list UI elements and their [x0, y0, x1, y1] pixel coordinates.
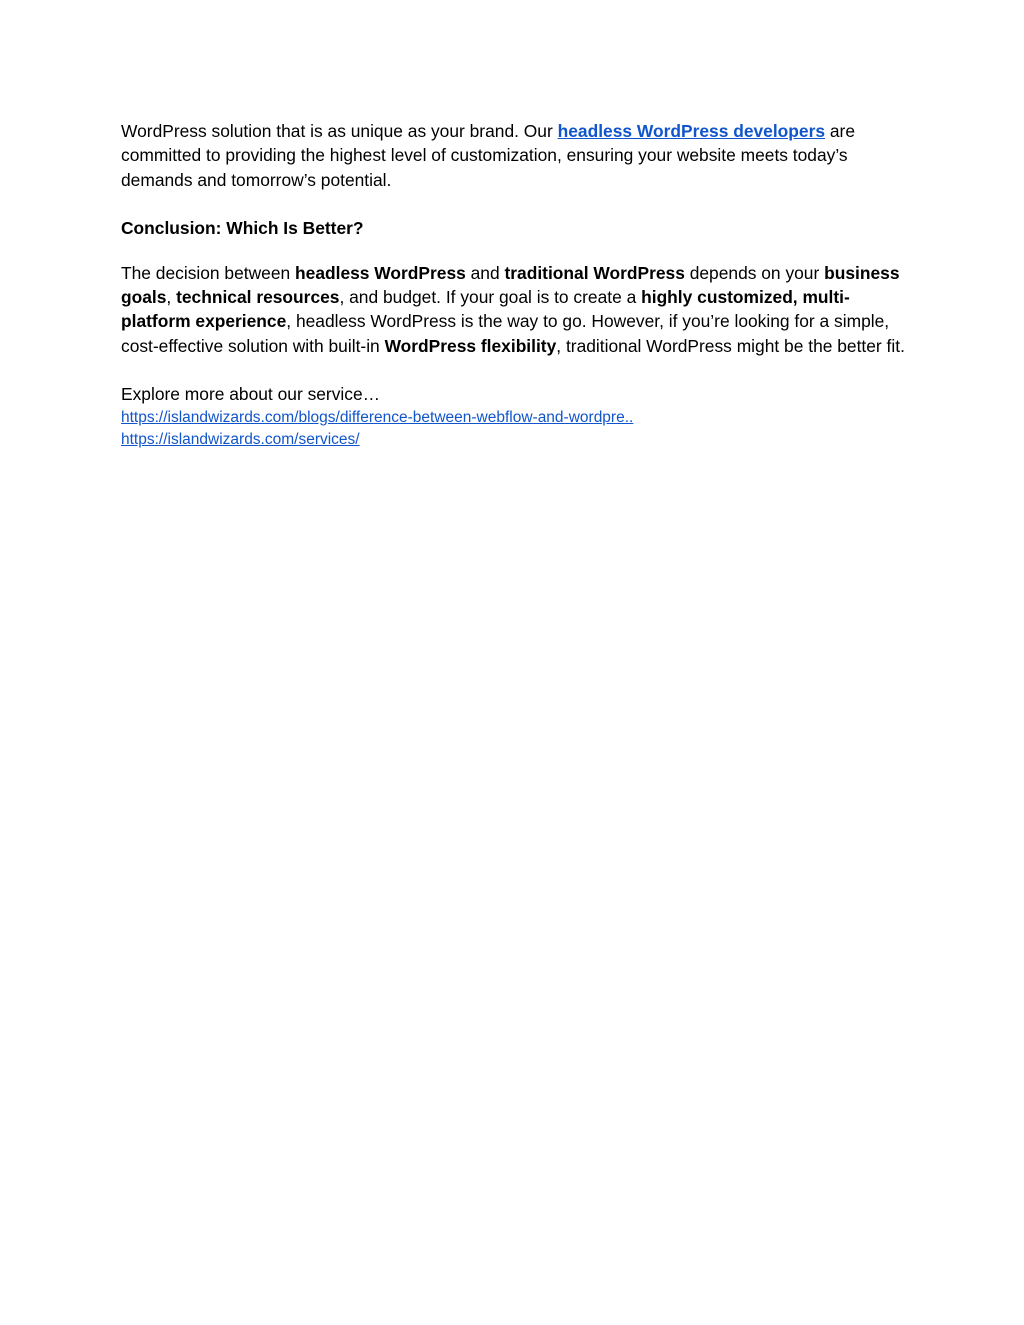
conclusion-text-2: and — [465, 262, 505, 283]
document-page — [121, 119, 906, 452]
emphasis-technical-resources: technical resources — [176, 287, 340, 308]
intro-text-before-link: WordPress solution that is as unique as your brand. Our — [121, 121, 558, 141]
emphasis-wordpress-flexibility: WordPress flexibility — [384, 335, 557, 356]
conclusion-text-4: , — [166, 287, 177, 308]
emphasis-highly-customized: highly customized, multi-platform experience — [121, 287, 850, 332]
intro-paragraph — [121, 119, 906, 192]
services-url-link[interactable]: https://islandwizards.com/services/ — [121, 431, 360, 449]
conclusion-heading: Conclusion: Which Is Better? — [121, 218, 364, 239]
explore-section — [121, 382, 906, 451]
emphasis-traditional-wordpress: traditional WordPress — [504, 262, 685, 283]
conclusion-text-3: depends on your — [684, 262, 825, 283]
emphasis-business-goals: business goals — [121, 262, 900, 308]
intro-text-after-link: are committed to providing the highest level of customization, ensuring your website meets today’s demands and tomorrow’s potential. — [121, 121, 856, 190]
conclusion-text-7: , traditional WordPress might be the better fit. — [556, 335, 905, 356]
conclusion-text-1: The decision between — [121, 262, 296, 283]
conclusion-paragraph — [121, 261, 906, 359]
conclusion-text-6: , headless WordPress is the way to go. However, if you’re looking for a simple, cost-effective solution with built-in — [121, 311, 890, 356]
blog-url-link[interactable]: https://islandwizards.com/blogs/difference-between-webflow-and-wordpre.. — [121, 408, 634, 426]
explore-label: Explore more about our service… — [121, 384, 381, 405]
headless-wordpress-developers-link[interactable]: headless WordPress developers — [557, 121, 826, 141]
emphasis-headless-wordpress: headless WordPress — [295, 262, 466, 283]
conclusion-text-5: , and budget. If your goal is to create a — [339, 287, 642, 308]
